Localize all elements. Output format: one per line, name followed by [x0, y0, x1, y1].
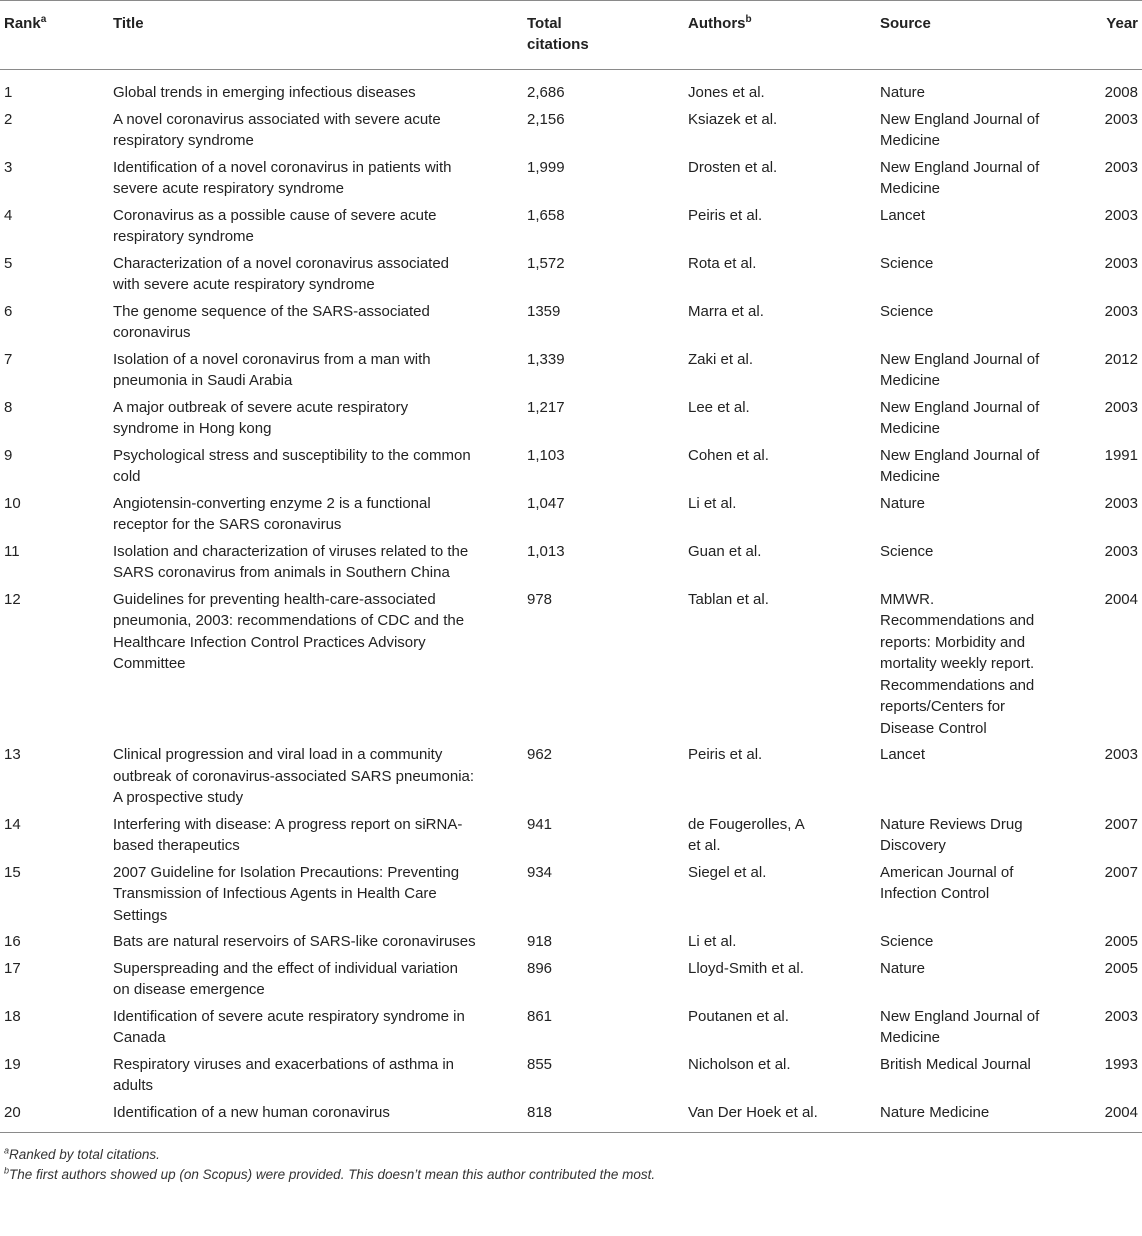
table-row — [0, 205, 1142, 253]
cell-citations: 1,013 — [527, 542, 565, 560]
cell-source: American Journal of Infection Control — [880, 863, 1014, 902]
cell-authors: Drosten et al. — [688, 158, 778, 176]
header-citations: Total citations — [527, 15, 589, 53]
cell-source: Science — [880, 933, 934, 950]
cell-source: Science — [880, 254, 934, 272]
table-row — [0, 1006, 1142, 1054]
cell-title: A major outbreak of severe acute respiratory syndrome in Hong kong — [113, 398, 409, 437]
cell-authors: Lee et al. — [688, 398, 750, 416]
table-row — [0, 397, 1142, 445]
cell-title: Global trends in emerging infectious diseases — [113, 84, 416, 101]
cell-citations: 1359 — [527, 302, 561, 320]
cell-authors: Poutanen et al. — [688, 1007, 789, 1025]
cell-authors: de Fougerolles, A et al. — [688, 815, 804, 854]
table-footnotes — [0, 1145, 1142, 1185]
cell-title: Guidelines for preventing health-care-associated pneumonia, 2003: recommendations of CDC and the Healthcare Infection Control Practices Advisory Committee — [113, 590, 465, 672]
cell-year: 2005 — [1104, 959, 1138, 977]
cell-authors: Siegel et al. — [688, 863, 767, 881]
cell-rank: 18 — [4, 1007, 21, 1025]
footnote-b: $^b$The first authors showed up (on Scopus) were provided. This doesn’t mean this author contributed the most. — [4, 1165, 656, 1182]
cell-year: 2004 — [1104, 1103, 1138, 1121]
header-rank: Rank$^a$ — [4, 14, 47, 32]
cell-title: Angiotensin-converting enzyme 2 is a functional receptor for the SARS coronavirus — [113, 494, 431, 533]
cell-citations: 2,686 — [527, 84, 565, 101]
cell-source: Nature — [880, 84, 926, 101]
cell-citations: 1,658 — [527, 206, 565, 224]
cell-rank: 6 — [4, 302, 13, 320]
table-row — [0, 814, 1142, 862]
cell-authors: Rota et al. — [688, 254, 757, 272]
cell-rank: 11 — [4, 542, 20, 560]
cell-year: 2003 — [1104, 494, 1138, 512]
cell-rank: 13 — [4, 746, 21, 763]
cell-citations: 1,572 — [527, 254, 565, 272]
cell-citations: 2,156 — [527, 110, 565, 128]
cell-authors: Li et al. — [688, 494, 737, 512]
cell-rank: 2 — [4, 110, 13, 128]
footnote-a: $^a$Ranked by total citations. — [4, 1145, 160, 1162]
cell-rank: 9 — [4, 446, 13, 464]
cell-source: Science — [880, 542, 934, 560]
cell-year: 2007 — [1104, 815, 1138, 833]
cell-rank: 15 — [4, 863, 21, 881]
cell-source: Nature Medicine — [880, 1103, 990, 1121]
cell-source: Nature Reviews Drug Discovery — [880, 815, 1023, 854]
cell-source: New England Journal of Medicine — [880, 350, 1040, 389]
cell-year: 2007 — [1104, 863, 1138, 881]
cell-citations: 978 — [527, 590, 553, 608]
cell-authors: Guan et al. — [688, 542, 762, 560]
cell-title: Interfering with disease: A progress report on siRNA-based therapeutics — [113, 815, 463, 854]
table-row — [0, 493, 1142, 541]
table-row — [0, 109, 1142, 157]
table-row — [0, 931, 1142, 958]
header-authors: Authors$^b$ — [688, 14, 752, 32]
cell-title: The genome sequence of the SARS-associated coronavirus — [113, 302, 430, 341]
cell-rank: 14 — [4, 815, 21, 833]
cell-year: 1993 — [1104, 1055, 1138, 1073]
footnote-mark-a: a — [40, 14, 47, 25]
cell-citations: 855 — [527, 1055, 553, 1073]
cell-source: Science — [880, 302, 934, 320]
cell-authors: Lloyd-Smith et al. — [688, 959, 804, 977]
cell-title: Identification of a new human coronavirus — [113, 1103, 390, 1121]
cell-year: 2003 — [1104, 302, 1138, 320]
cell-year: 2003 — [1104, 158, 1138, 176]
header-source: Source — [880, 15, 931, 32]
cell-title: Psychological stress and susceptibility to the common cold — [113, 446, 471, 485]
cell-rank: 4 — [4, 206, 13, 224]
cell-authors: Cohen et al. — [688, 446, 769, 464]
cell-year: 2005 — [1104, 933, 1138, 950]
table-row — [0, 862, 1142, 932]
cell-citations: 896 — [527, 959, 553, 977]
cell-rank: 10 — [4, 494, 21, 512]
cell-authors: Jones et al. — [688, 84, 765, 101]
cell-title: Bats are natural reservoirs of SARS-like coronaviruses — [113, 933, 476, 950]
cell-year: 2003 — [1104, 206, 1138, 224]
cell-authors: Peiris et al. — [688, 206, 763, 224]
footnote-mark-b: b — [745, 14, 752, 25]
header-title: Title — [113, 15, 144, 32]
cell-rank: 16 — [4, 933, 21, 950]
cell-citations: 941 — [527, 815, 553, 833]
cell-title: Isolation of a novel coronavirus from a man with pneumonia in Saudi Arabia — [113, 350, 431, 389]
cell-citations: 861 — [527, 1007, 553, 1025]
cell-rank: 7 — [4, 350, 13, 368]
cell-authors: Ksiazek et al. — [688, 110, 778, 128]
cell-rank: 20 — [4, 1103, 21, 1121]
cell-rank: 17 — [4, 959, 21, 977]
cell-title: Isolation and characterization of viruses related to the SARS coronavirus from animals in Southern China — [113, 542, 469, 581]
table-row — [0, 445, 1142, 493]
cell-title: Coronavirus as a possible cause of severe acute respiratory syndrome — [113, 206, 437, 245]
table-row — [0, 958, 1142, 1006]
cell-rank: 12 — [4, 590, 21, 608]
table-body — [0, 70, 1142, 1133]
cell-citations: 962 — [527, 746, 553, 763]
cell-rank: 3 — [4, 158, 13, 176]
cell-citations: 918 — [527, 933, 553, 950]
cell-year: 2004 — [1104, 590, 1138, 608]
table-row — [0, 1102, 1142, 1133]
cell-year: 2003 — [1104, 746, 1138, 763]
cell-citations: 1,999 — [527, 158, 565, 176]
cell-citations: 1,047 — [527, 494, 565, 512]
cell-year: 2012 — [1104, 350, 1138, 368]
cell-authors: Van Der Hoek et al. — [688, 1103, 818, 1121]
cell-authors: Peiris et al. — [688, 746, 763, 763]
cell-authors: Li et al. — [688, 933, 737, 950]
table-row — [0, 349, 1142, 397]
cell-authors: Marra et al. — [688, 302, 764, 320]
cell-rank: 19 — [4, 1055, 21, 1073]
cell-title: 2007 Guideline for Isolation Precautions: Preventing Transmission of Infectious Agents in Health Care Settings — [113, 863, 460, 924]
table-row — [0, 253, 1142, 301]
cell-title: Respiratory viruses and exacerbations of asthma in adults — [113, 1055, 455, 1094]
cell-year: 2003 — [1104, 542, 1138, 560]
cell-source: New England Journal of Medicine — [880, 1007, 1040, 1046]
cell-authors: Zaki et al. — [688, 350, 754, 368]
cell-title: Identification of severe acute respiratory syndrome in Canada — [113, 1007, 465, 1046]
header-year: Year — [1106, 15, 1138, 32]
cell-authors: Nicholson et al. — [688, 1055, 791, 1073]
cell-source: New England Journal of Medicine — [880, 110, 1040, 149]
cell-authors: Tablan et al. — [688, 590, 769, 608]
cell-title: Superspreading and the effect of individual variation on disease emergence — [113, 959, 458, 998]
cell-title: Clinical progression and viral load in a community outbreak of coronavirus-associated SARS pneumonia: A prospective study — [113, 746, 475, 806]
cell-year: 2008 — [1104, 84, 1138, 101]
table-header — [0, 1, 1142, 70]
header-row — [0, 1, 1142, 70]
cell-year: 2003 — [1104, 398, 1138, 416]
cell-year: 1991 — [1104, 446, 1138, 464]
cell-source: British Medical Journal — [880, 1055, 1031, 1073]
cell-source: New England Journal of Medicine — [880, 398, 1040, 437]
table-row — [0, 541, 1142, 589]
cell-rank: 5 — [4, 254, 13, 272]
table-row — [0, 70, 1142, 109]
table-row — [0, 589, 1142, 745]
cell-source: Lancet — [880, 746, 926, 763]
cell-citations: 1,339 — [527, 350, 565, 368]
table-row — [0, 301, 1142, 349]
cell-year: 2003 — [1104, 1007, 1138, 1025]
cell-year: 2003 — [1104, 254, 1138, 272]
cell-citations: 934 — [527, 863, 553, 881]
cell-title: Identification of a novel coronavirus in patients with severe acute respiratory syndrome — [113, 158, 452, 197]
table-row — [0, 744, 1142, 814]
cell-source: MMWR. Recommendations and reports: Morbidity and mortality weekly report. Recommendations and reports/Centers for Disease Control — [880, 590, 1035, 737]
cell-rank: 1 — [4, 84, 13, 101]
cell-title: Characterization of a novel coronavirus associated with severe acute respiratory syndrome — [113, 254, 450, 293]
cell-source: New England Journal of Medicine — [880, 446, 1040, 485]
cell-source: Lancet — [880, 206, 926, 224]
cell-citations: 818 — [527, 1103, 553, 1121]
table-row — [0, 157, 1142, 205]
cell-source: Nature — [880, 494, 926, 512]
cell-year: 2003 — [1104, 110, 1138, 128]
cell-source: New England Journal of Medicine — [880, 158, 1040, 197]
cell-citations: 1,217 — [527, 398, 565, 416]
cell-source: Nature — [880, 959, 926, 977]
cell-title: A novel coronavirus associated with severe acute respiratory syndrome — [113, 110, 441, 149]
table-row — [0, 1054, 1142, 1102]
cell-citations: 1,103 — [527, 446, 565, 464]
cell-rank: 8 — [4, 398, 13, 416]
